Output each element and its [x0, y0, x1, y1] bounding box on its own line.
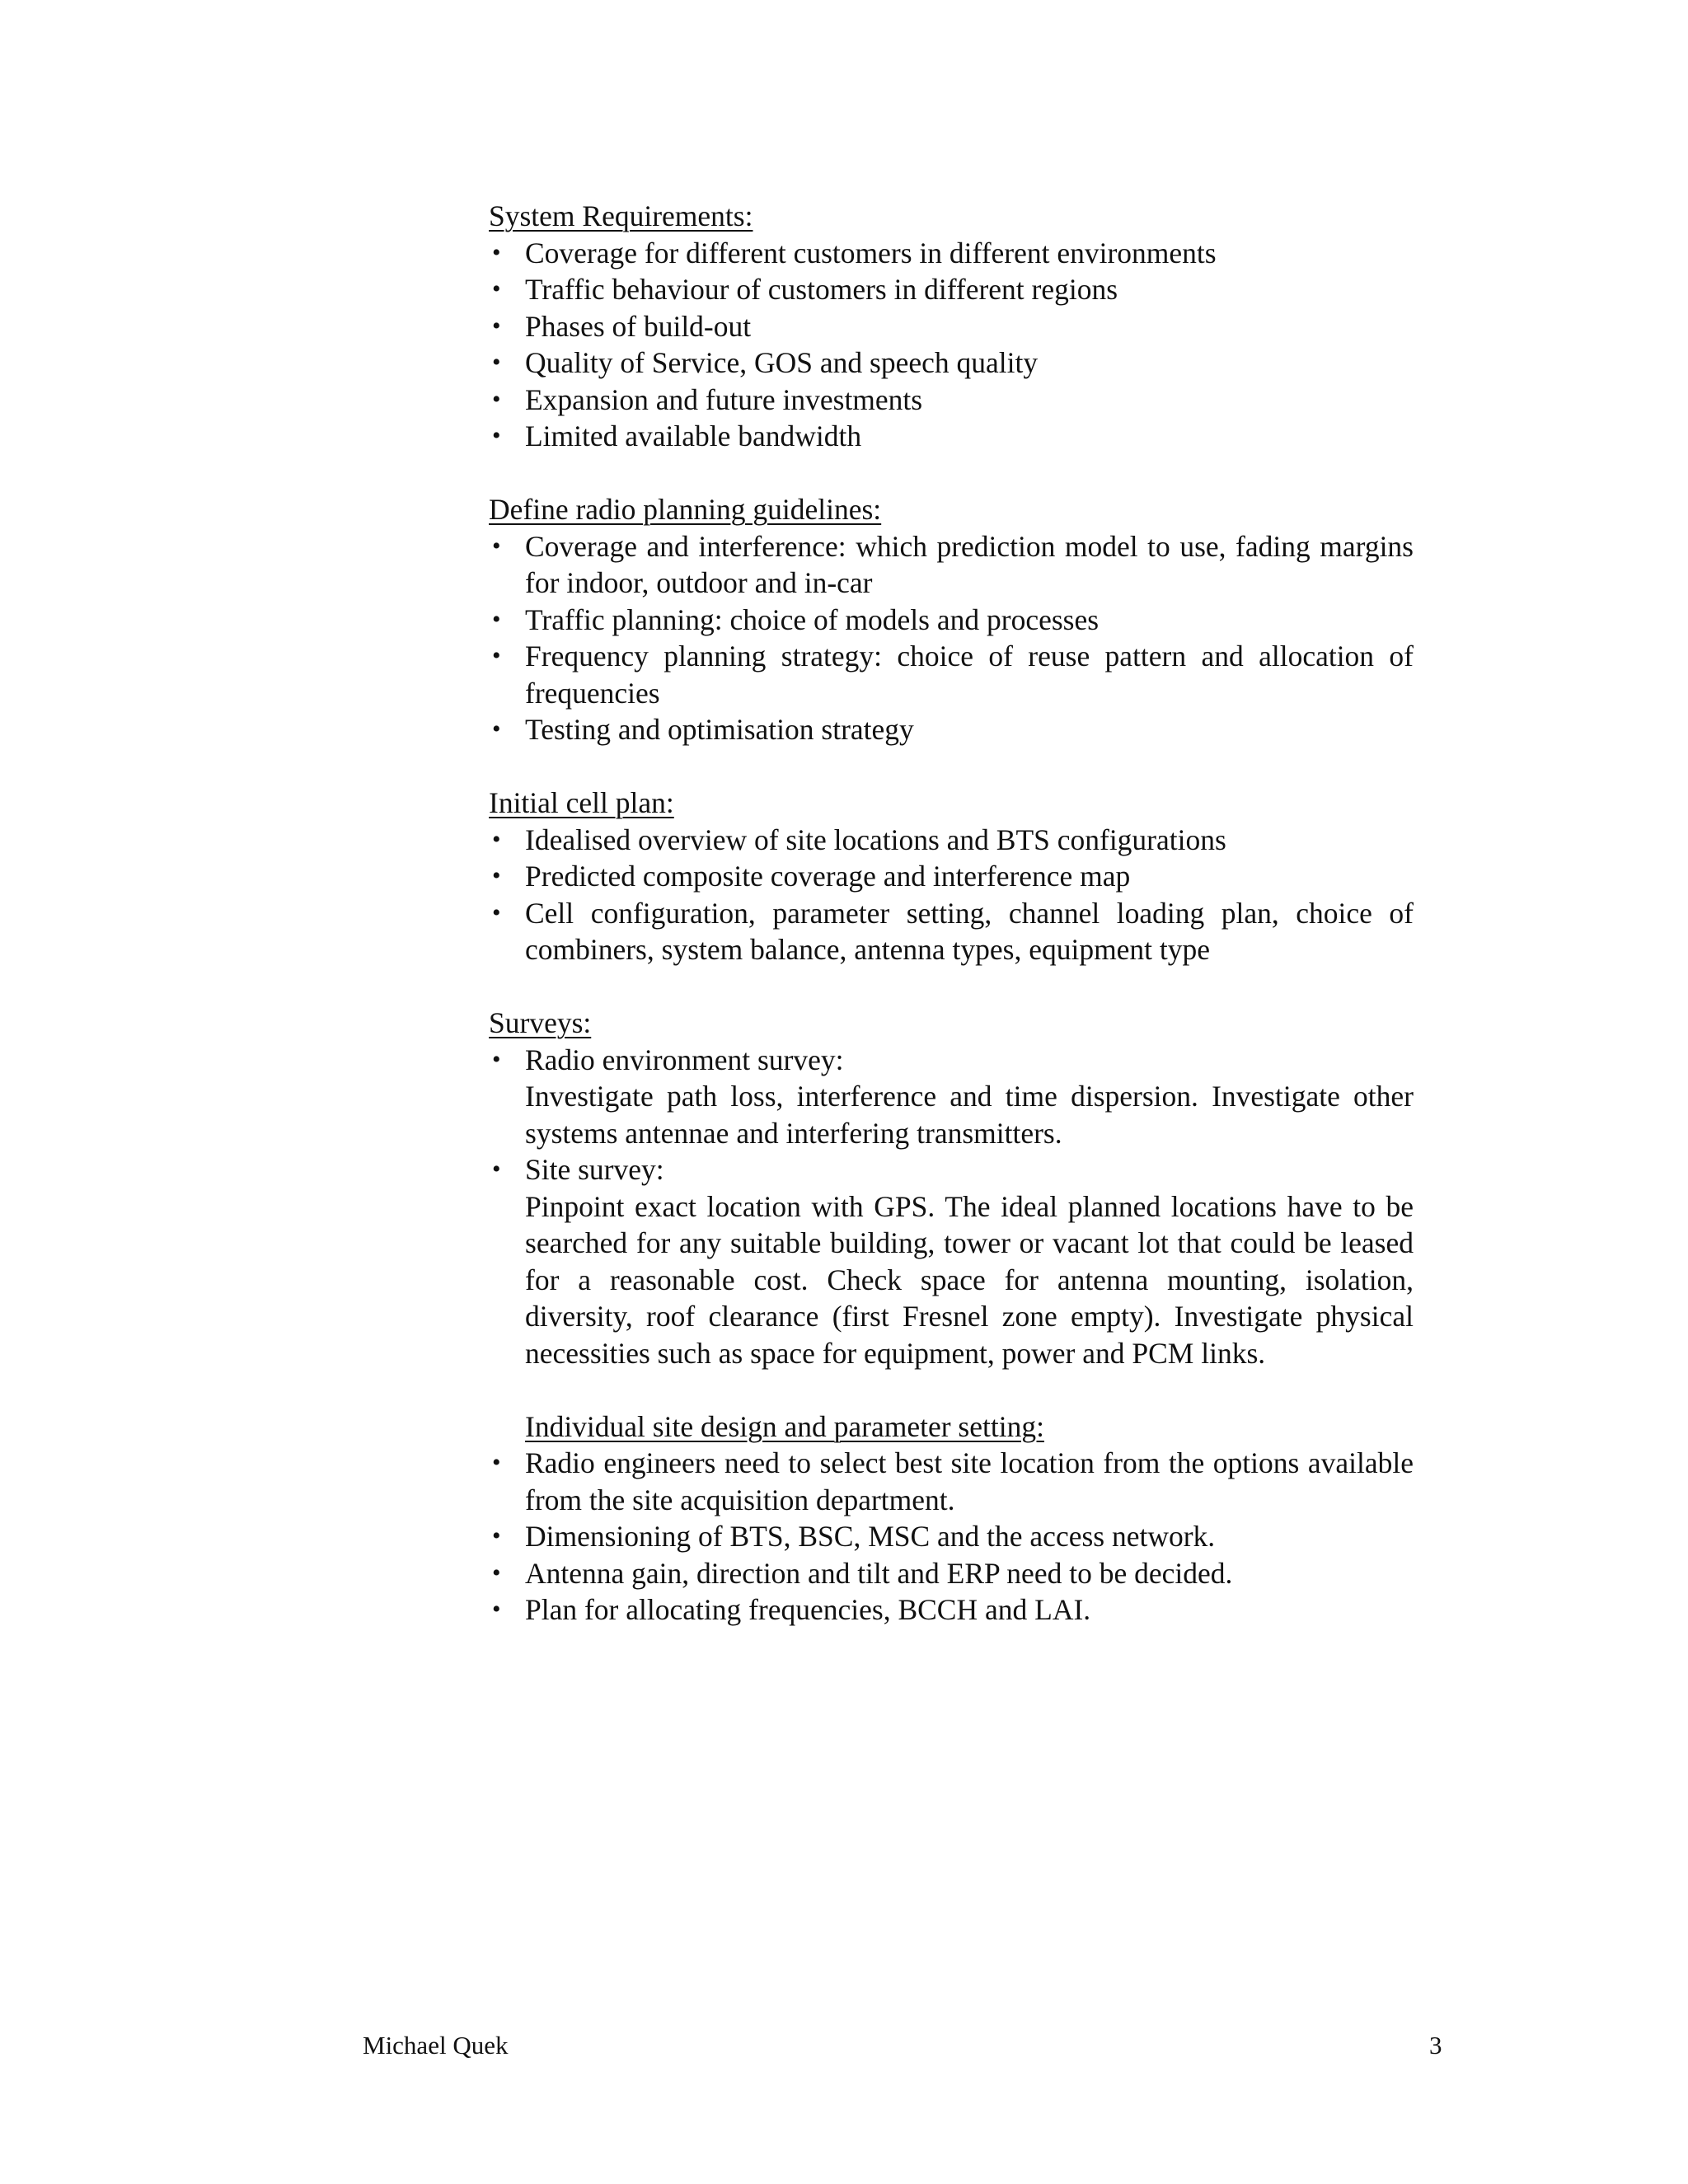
page-number: 3 — [1429, 2031, 1442, 2060]
section-surveys — [489, 1005, 1414, 1371]
survey-description: Pinpoint exact location with GPS. The ideal planned locations have to be searched for any suitable building, tower or vacant lot that could be leased for a reasonable cost. Check space for antenna mounting, isolation, diversity, roof clearance (first Fresnel zone empty). Investigate physical necessities such as space for equipment, power and PCM links. — [525, 1189, 1414, 1370]
section-initial-cell-plan — [489, 785, 1414, 968]
list-item: • Expansion and future investments — [489, 382, 1414, 419]
bullet-icon: • — [492, 385, 501, 413]
list-item: • Dimensioning of BTS, BSC, MSC and the access network. — [489, 1518, 1414, 1555]
document-body — [489, 198, 1414, 1665]
list-item: • Traffic behaviour of customers in different regions — [489, 271, 1414, 308]
list-item: • Plan for allocating frequencies, BCCH and LAI. — [489, 1591, 1414, 1629]
section-site-design — [489, 1408, 1414, 1629]
section-radio-planning-guidelines — [489, 491, 1414, 748]
bullet-icon: • — [492, 349, 501, 376]
section-heading: Surveys: — [489, 1006, 592, 1039]
list-item: • Cell configuration, parameter setting, channel loading plan, choice of combiners, system balance, antenna types, equipment type — [492, 896, 1414, 966]
footer-author: Michael Quek — [363, 2031, 509, 2060]
bullet-icon: • — [492, 422, 501, 449]
list-item: • Antenna gain, direction and tilt and ERP need to be decided. — [489, 1555, 1414, 1592]
bullet-icon: • — [492, 715, 501, 743]
bullet-icon: • — [492, 605, 501, 633]
bullet-icon: • — [492, 862, 501, 889]
survey-description: Investigate path loss, interference and time dispersion. Investigate other systems antennae and interfering transmitters. — [525, 1080, 1414, 1150]
bullet-icon: • — [492, 1522, 501, 1549]
section-system-requirements — [489, 198, 1414, 455]
section-heading: Individual site design and parameter setting: — [525, 1409, 1044, 1443]
bullet-icon: • — [492, 1596, 501, 1623]
list-item: • Quality of Service, GOS and speech quality — [489, 344, 1414, 382]
bullet-icon: • — [492, 1045, 501, 1073]
bullet-icon: • — [492, 312, 501, 340]
list-item: • Radio engineers need to select best site location from the options available from the site acquisition department. — [492, 1446, 1414, 1516]
list-item: • Testing and optimisation strategy — [489, 711, 1414, 748]
bullet-list — [489, 822, 1414, 968]
bullet-icon: • — [492, 238, 501, 266]
bullet-icon: • — [492, 532, 501, 560]
list-item: • Idealised overview of site locations and BTS configurations — [489, 822, 1414, 859]
list-item: • Coverage and interference: which prediction model to use, fading margins for indoor, outdoor and in-car — [492, 529, 1414, 599]
list-item: • Limited available bandwidth — [489, 418, 1414, 455]
section-heading: Initial cell plan: — [489, 786, 674, 819]
section-heading: Define radio planning guidelines: — [489, 493, 882, 526]
bullet-list — [489, 1042, 1414, 1372]
list-item: • Traffic planning: choice of models and processes — [489, 602, 1414, 639]
list-item: • Phases of build-out — [489, 308, 1414, 345]
section-heading: System Requirements: — [489, 199, 753, 232]
list-item: • Coverage for different customers in different environments — [489, 235, 1414, 272]
list-item — [489, 1042, 1414, 1152]
bullet-icon: • — [492, 1558, 501, 1586]
bullet-icon: • — [492, 1155, 501, 1183]
bullet-icon: • — [492, 1449, 501, 1476]
bullet-list — [489, 235, 1414, 455]
list-item: • Predicted composite coverage and interference map — [489, 858, 1414, 895]
bullet-list — [489, 1445, 1414, 1629]
survey-title: Site survey: — [525, 1153, 664, 1186]
survey-title: Radio environment survey: — [525, 1043, 844, 1076]
bullet-icon: • — [492, 825, 501, 853]
bullet-icon: • — [492, 898, 501, 926]
bullet-icon: • — [492, 642, 501, 669]
bullet-icon: • — [492, 275, 501, 302]
list-item: • Frequency planning strategy: choice of reuse pattern and allocation of frequencies — [492, 640, 1414, 710]
list-item — [489, 1151, 1414, 1371]
bullet-list — [489, 528, 1414, 748]
